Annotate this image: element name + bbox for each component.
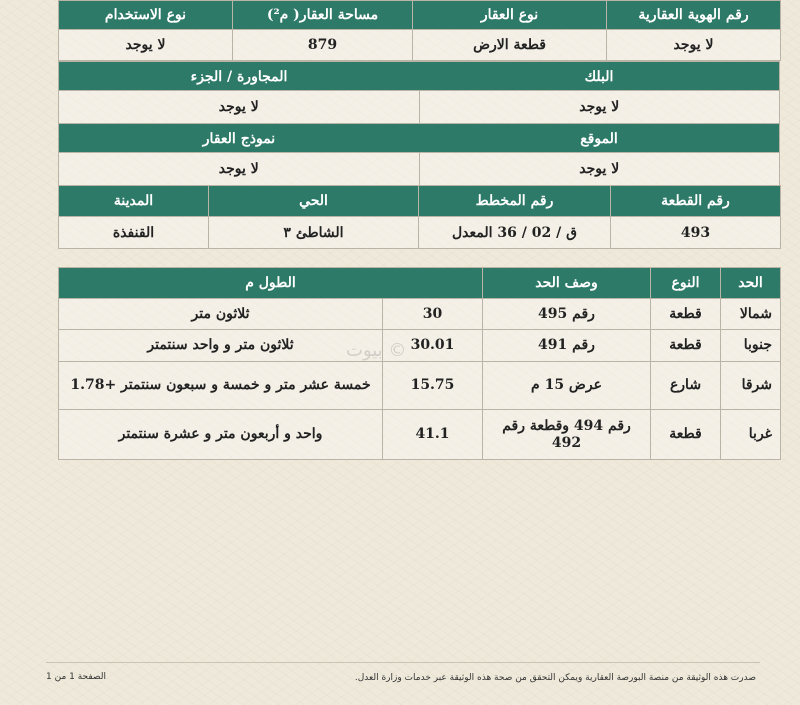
value-property-id: لا يوجد [607,30,781,61]
header-plan-number: رقم المخطط [419,186,611,217]
value-model: لا يوجد [218,161,259,177]
boundary-desc: عرض 15 م [483,362,651,410]
value-plan-number: ق / 02 / 36 المعدل [419,217,611,249]
footer-divider [46,662,760,663]
boundary-desc: رقم 494 وقطعة رقم 492 [483,410,651,460]
header-side: الحد [721,268,781,299]
header-location: الموقع [580,131,618,147]
value-location: لا يوجد [419,153,780,185]
boundary-type: شارع [651,362,721,410]
value-property-type: قطعة الارض [413,30,607,61]
table-row [59,362,781,410]
boundary-length: 30.01 [383,330,483,362]
property-info-table [58,0,781,61]
boundary-length-text: ثلاثون متر و واحد سنتمتر [59,330,383,362]
boundary-type: قطعة [651,330,721,362]
header-description: وصف الحد [483,268,651,299]
value-neighbor: لا يوجد [218,99,259,115]
table-row [59,330,781,362]
header-usage-type: نوع الاستخدام [59,1,233,30]
value-usage-type: لا يوجد [59,30,233,61]
boundary-length-text: ثلاثون متر [59,299,383,330]
value-city: القنفذة [59,217,209,249]
table-row [59,410,781,460]
value-area: 879 [233,30,413,61]
footer-note: صدرت هذه الوثيقة من منصة البورصة العقارية ويمكن التحقق من صحة هذه الوثيقة عبر خدمات وزارة العدل. [354,673,756,683]
boundary-desc: رقم 495 [483,299,651,330]
boundary-length-text: خمسة عشر متر و خمسة و سبعون سنتمتر +1.78 [59,362,383,410]
boundary-side: غربا [721,410,781,460]
boundary-length: 41.1 [383,410,483,460]
header-model: نموذج العقار [202,131,276,147]
boundary-type: قطعة [651,299,721,330]
value-block: لا يوجد [419,91,780,123]
header-plot-number: رقم القطعة [611,186,781,217]
header-district: الحي [209,186,419,217]
boundaries-table [58,267,781,460]
header-city: المدينة [59,186,209,217]
value-plot-number: 493 [611,217,781,249]
boundary-side: شرقا [721,362,781,410]
watermark: بيوت © [346,340,407,361]
header-property-type: نوع العقار [413,1,607,30]
boundary-length: 15.75 [383,362,483,410]
header-length: الطول م [59,268,483,299]
location-section [58,123,780,186]
table-row [59,299,781,330]
value-district: الشاطئ ٣ [209,217,419,249]
boundary-side: شمالا [721,299,781,330]
boundary-length: 30 [383,299,483,330]
page-number: الصفحة 1 من 1 [46,672,106,682]
header-block: البلك [584,69,614,85]
header-area: مساحة العقار( م²) [233,1,413,30]
plot-info-table [58,185,781,249]
boundary-side: جنوبا [721,330,781,362]
header-type: النوع [651,268,721,299]
header-property-id: رقم الهوية العقارية [607,1,781,30]
boundary-type: قطعة [651,410,721,460]
boundary-desc: رقم 491 [483,330,651,362]
block-section [58,61,780,124]
boundary-length-text: واحد و أربعون متر و عشرة سنتمتر [59,410,383,460]
header-neighbor: المجاورة / الجزء [190,69,288,85]
